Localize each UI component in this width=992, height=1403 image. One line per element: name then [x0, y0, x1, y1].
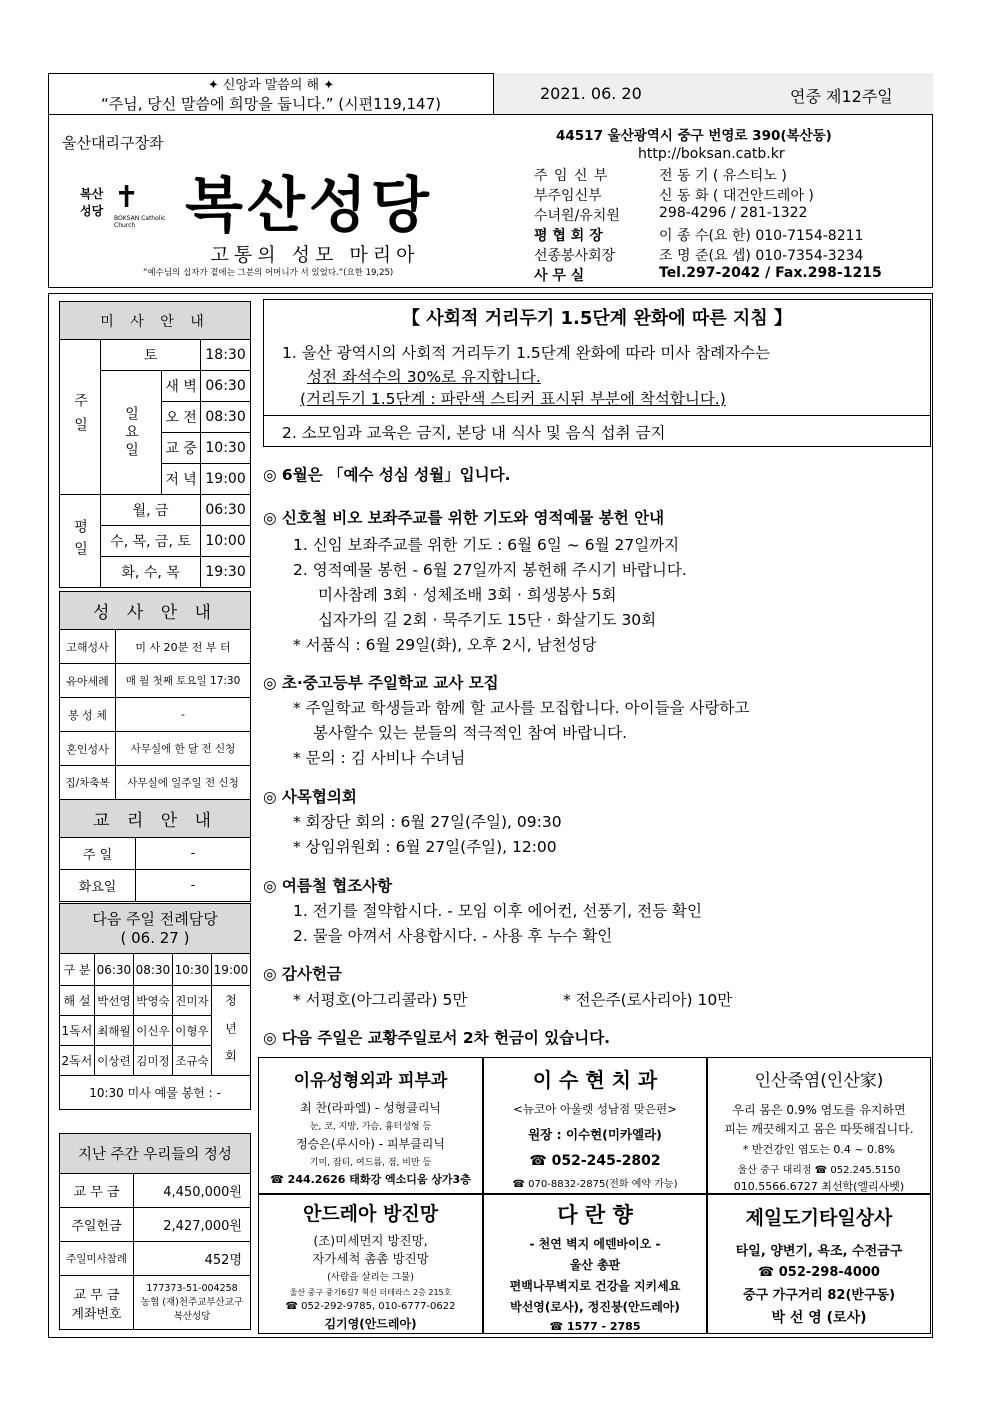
doctrine-key: 화요일 — [60, 870, 136, 902]
notice-line: 2. 소모임과 교육은 금지, 본당 내 식사 및 음식 섭취 금지 — [282, 424, 666, 442]
announcement-heading: ◎ 사목협의회 — [263, 788, 357, 806]
announcement-line: * 상임위원회 : 6월 27일(주일), 12:00 — [293, 838, 557, 856]
staff-list — [534, 165, 924, 285]
liturgy-head: 06:30 — [94, 954, 133, 986]
mass-day: 월, 금 — [101, 495, 201, 526]
mass-time: 06:30 — [201, 371, 251, 402]
staff-row: 부주임신부 신 동 화 ( 대건안드레아 ) — [534, 188, 814, 204]
ad-line: ☎ 244.2626 태화강 엑소디움 상가3층 — [270, 1173, 471, 1186]
liturgy-cell: 진미자 — [172, 986, 211, 1016]
account-info — [134, 1276, 251, 1330]
mass-title: 미 사 안 내 — [60, 302, 251, 340]
notice-line: (거리두기 1.5단계 : 파란색 스티커 표시된 부분에 착석합니다.) — [300, 390, 726, 408]
patron-name: 고통의 성모 마리아 — [210, 244, 420, 266]
announcement-line: 2. 영적예물 봉헌 - 6월 27일까지 봉헌해 주시기 바랍니다. — [293, 561, 687, 579]
ad-line: 우리 몸은 0.9% 염도를 유지하면 — [732, 1103, 906, 1117]
logo-text-2: 성당 — [80, 204, 104, 218]
sacrament-key: 집/차축복 — [60, 766, 116, 800]
sunday-sub-label: 일요일 — [101, 371, 162, 495]
logo-text-1: 복산 — [80, 187, 104, 201]
ad-line: 정승은(루시아) - 피부클리닉 — [296, 1137, 445, 1151]
ad-line: (사람을 살리는 그물) — [327, 1272, 414, 1283]
liturgy-title-text: 다음 주일 전례담당 — [92, 909, 218, 928]
doctrine-title: 교 리 안 내 — [60, 800, 251, 838]
staff-row: 선종봉사회장 조 명 준(요 셉) 010-7354-3234 — [534, 248, 864, 264]
ad-line: 타일, 양변기, 욕조, 수전금구 — [735, 1244, 903, 1259]
theme-quote: “주님, 당신 말씀에 희망을 둡니다.” (시편119,147) — [100, 95, 441, 113]
mass-name: 저 녁 — [162, 464, 201, 495]
notice-line: 성전 좌석수의 30%로 유지합니다. — [307, 368, 541, 386]
mass-day: 수, 목, 금, 토 — [101, 526, 201, 557]
announcement-line: 1. 신임 보좌주교를 위한 기도 : 6월 6일 ~ 6월 27일까지 — [293, 536, 680, 554]
patron-quote: “예수님의 십자가 곁에는 그분의 어머니가 서 있었다.”(요한 19,25) — [143, 268, 394, 278]
announcement-heading: ◎ 감사헌금 — [263, 965, 342, 983]
ad-line: 자가세척 촘촘 방진망 — [312, 1251, 429, 1266]
mass-time: 10:00 — [201, 526, 251, 557]
liturgy-cell: 최해월 — [94, 1016, 133, 1046]
ad-line: 박 선 영 (로사) — [771, 1310, 867, 1326]
ad-line: 원장 : 이수현(미카엘라) — [528, 1127, 662, 1142]
announcement-line: 미사참례 3회 · 성체조배 3회 · 희생봉사 5회 — [318, 586, 617, 604]
notice-divider — [263, 415, 931, 416]
ad-line: 울산 총판 — [569, 1258, 621, 1272]
liturgy-head: 19:00 — [211, 954, 250, 986]
account-label: 교 무 금 계좌번호 — [60, 1276, 134, 1330]
weekday-label: 평일 — [60, 495, 101, 588]
website[interactable]: http://boksan.catb.kr — [638, 146, 785, 162]
mass-name: 새 벽 — [162, 371, 201, 402]
church-logo — [78, 180, 178, 230]
finance-table — [59, 1133, 251, 1330]
issue-date: 2021. 06. 20 — [540, 84, 642, 103]
liturgy-table — [59, 903, 251, 1110]
liturgy-head: 구 분 — [60, 954, 95, 986]
notice-line: 1. 울산 광역시의 사회적 거리두기 1.5단계 완화에 따라 미사 참례자수는 — [282, 344, 771, 362]
sacrament-key: 봉 성 체 — [60, 698, 116, 732]
church-name: 복산성당 — [185, 171, 433, 241]
mass-day: 토 — [101, 340, 201, 371]
sunday-label: 주일 — [60, 340, 101, 495]
liturgy-date: ( 06. 27 ) — [120, 928, 190, 947]
announcement-heading: ◎ 다음 주일은 교황주일로서 2차 헌금이 있습니다. — [263, 1029, 611, 1047]
ad-title: 이 수 현 치 과 — [532, 1068, 658, 1092]
liturgy-head: 08:30 — [133, 954, 172, 986]
sacrament-value: - — [116, 698, 251, 732]
announcement-line: * 서품식 : 6월 29일(화), 오후 2시, 남천성당 — [293, 636, 597, 654]
finance-value: 452명 — [134, 1242, 251, 1276]
ad-line: * 반건강인 염도는 0.4 ~ 0.8% — [742, 1143, 896, 1156]
ad-line: - 천연 벽지 에덴바이오 - — [529, 1237, 661, 1251]
ad-line: 김기영(안드레아) — [324, 1317, 417, 1331]
mass-time: 08:30 — [201, 402, 251, 433]
sacrament-value: 매 월 첫째 토요일 17:30 — [116, 664, 251, 698]
ad-line: 피는 깨끗해지고 몸은 따뜻해집니다. — [724, 1122, 914, 1136]
ad-title: 안드레아 방진망 — [302, 1203, 439, 1225]
ad-line: 기미, 잡티, 여드름, 점, 비만 등 — [309, 1158, 432, 1168]
ad-line: ☎ 052-298-4000 — [758, 1265, 880, 1280]
mass-day: 화, 수, 목 — [101, 557, 201, 588]
ad-line: 중구 가구거리 82(반구동) — [742, 1288, 896, 1303]
announcement-line: * 문의 : 김 사비나 수녀님 — [293, 749, 466, 767]
ad-line: (조)미세먼지 방진망, — [313, 1233, 428, 1248]
mass-name: 교 중 — [162, 433, 201, 464]
liturgy-role: 2독서 — [60, 1046, 95, 1076]
ad-title: 제일도기타일상사 — [745, 1207, 893, 1229]
notice-title: 【 사회적 거리두기 1.5단계 완화에 따른 지침 】 — [402, 308, 792, 329]
liturgical-week: 연중 제12주일 — [790, 87, 893, 106]
ad-line: 최 찬(라파엘) - 성형클리닉 — [299, 1101, 442, 1115]
staff-row: 수녀원/유치원 298-4296 / 281-1322 — [534, 205, 808, 224]
ad-tile-shop — [707, 1194, 931, 1334]
address: 44517 울산광역시 중구 번영로 390(복산동) — [556, 128, 832, 144]
doctrine-table — [59, 799, 251, 902]
ad-line: 눈, 코, 지방, 가슴, 흉터성형 등 — [309, 1122, 432, 1132]
sacrament-value: 미 사 20분 전 부 터 — [116, 630, 251, 664]
offering-note: 10:30 미사 예물 봉헌 : - — [60, 1076, 251, 1110]
sacrament-key: 고해성사 — [60, 630, 116, 664]
announcement-line: * 주일학교 학생들과 함께 할 교사를 모집합니다. 아이들을 사랑하고 — [293, 699, 750, 717]
announcement-line: 봉사할수 있는 분들의 적극적인 참여 바랍니다. — [313, 724, 628, 742]
announcement-line: 십자가의 길 2회 · 묵주기도 15단 · 화살기도 30회 — [318, 611, 657, 629]
liturgy-role: 1독서 — [60, 1016, 95, 1046]
announcement-heading: ◎ 6월은 「예수 성심 성월」입니다. — [263, 466, 511, 484]
staff-row: 사 무 실 Tel.297-2042 / Fax.298-1215 — [534, 265, 882, 284]
sacrament-value: 사무실에 일주일 전 신청 — [116, 766, 251, 800]
account-bank: 농협 (재)천주교부산교구 복산성당 — [140, 1296, 244, 1322]
announcement-line: * 전은주(로사리아) 10만 — [563, 991, 733, 1009]
ad-line: 편백나무벽지로 건강을 지키세요 — [509, 1279, 681, 1293]
ad-title: 이유성형외과 피부과 — [293, 1071, 448, 1091]
finance-value: 2,427,000원 — [134, 1208, 251, 1242]
announcement-heading: ◎ 신호철 비오 보좌주교를 위한 기도와 영적예물 봉헌 안내 — [263, 509, 665, 527]
liturgy-cell: 이형우 — [172, 1016, 211, 1046]
staff-row: 평 협 회 장 이 종 수(요 한) 010-7154-8211 — [534, 228, 864, 244]
ad-clinic — [258, 1057, 483, 1194]
doctrine-value: - — [136, 838, 251, 870]
ad-wallpaper — [483, 1194, 707, 1334]
finance-value: 4,450,000원 — [134, 1174, 251, 1208]
ad-title: 인산죽염(인산家) — [754, 1071, 884, 1091]
liturgy-cell: 김미정 — [133, 1046, 172, 1076]
sacrament-key: 혼인성사 — [60, 732, 116, 766]
finance-title: 지난 주간 우리들의 정성 — [60, 1134, 251, 1174]
ad-line: <뉴코아 아울렛 성남점 맞은편> — [513, 1102, 677, 1116]
ad-line: ☎ 1577 - 2785 — [549, 1320, 641, 1333]
ad-line: ☎ 052-292-9785, 010-6777-0622 — [285, 1301, 456, 1312]
announcement-heading: ◎ 초·중고등부 주일학교 교사 모집 — [263, 674, 499, 692]
ad-dental — [483, 1057, 707, 1194]
ad-line: 울산 중구 중기6길7 혁신 더테라스 2층 215호 — [289, 1288, 452, 1297]
announcement-line: * 서평호(아그리콜라) 5만 — [293, 991, 468, 1009]
liturgy-role: 해 설 — [60, 986, 95, 1016]
ad-line: ☎ 070-8832-2875(전화 예약 가능) — [512, 1179, 678, 1190]
mass-time: 18:30 — [201, 340, 251, 371]
doctrine-value: - — [136, 870, 251, 902]
sacrament-title: 성 사 안 내 — [60, 592, 251, 630]
announcement-line: 1. 전기를 절약합시다. - 모임 이후 에어컨, 선풍기, 전등 확인 — [293, 902, 702, 920]
mass-time: 19:00 — [201, 464, 251, 495]
ad-line: 010.5566.6727 최선학(엘리사벳) — [733, 1180, 905, 1193]
mass-time: 19:30 — [201, 557, 251, 588]
account-number: 177373-51-004258 — [146, 1282, 238, 1294]
sacrament-table — [59, 591, 251, 800]
diocese: 울산대리구장좌 — [62, 134, 164, 152]
announcement-line: * 회장단 회의 : 6월 27일(주일), 09:30 — [293, 813, 562, 831]
ad-title: 다 란 향 — [557, 1203, 633, 1227]
liturgy-cell: 박영숙 — [133, 986, 172, 1016]
ad-line: ☎ 052-245-2802 — [529, 1153, 661, 1169]
mass-time: 06:30 — [201, 495, 251, 526]
youth-group: 청 년 회 — [211, 986, 250, 1076]
liturgy-cell: 박선영 — [94, 986, 133, 1016]
mass-table — [59, 301, 251, 588]
liturgy-head: 10:30 — [172, 954, 211, 986]
liturgy-cell: 이상련 — [94, 1046, 133, 1076]
ad-line: 울산 중구 대리점 ☎ 052.245.5150 — [737, 1165, 901, 1176]
liturgy-cell: 조규숙 — [172, 1046, 211, 1076]
finance-key: 주일미사참례 — [60, 1242, 134, 1276]
liturgy-title — [60, 904, 251, 954]
sacrament-value: 사무실에 한 달 전 신청 — [116, 732, 251, 766]
ad-bamboo-salt — [707, 1057, 931, 1194]
logo-english: BOKSAN Catholic Church — [114, 215, 166, 229]
finance-key: 교 무 금 — [60, 1174, 134, 1208]
finance-key: 주일헌금 — [60, 1208, 134, 1242]
mass-name: 오 전 — [162, 402, 201, 433]
ad-line: 박선영(로사), 정진붕(안드레아) — [510, 1300, 680, 1314]
liturgy-cell: 이신우 — [133, 1016, 172, 1046]
announcement-line: 2. 물을 아껴서 사용합시다. - 사용 후 누수 확인 — [293, 927, 613, 945]
staff-row: 주 임 신 부 전 동 기 ( 유스티노 ) — [534, 168, 787, 184]
ad-screen-net — [258, 1194, 483, 1334]
doctrine-key: 주 일 — [60, 838, 136, 870]
mass-time: 10:30 — [201, 433, 251, 464]
sacrament-key: 유아세례 — [60, 664, 116, 698]
logo-cross-icon: ✝ — [114, 180, 140, 215]
theme-title: ✦ 신앙과 말씀의 해 ✦ — [207, 78, 335, 93]
announcement-heading: ◎ 여름철 협조사항 — [263, 877, 393, 895]
